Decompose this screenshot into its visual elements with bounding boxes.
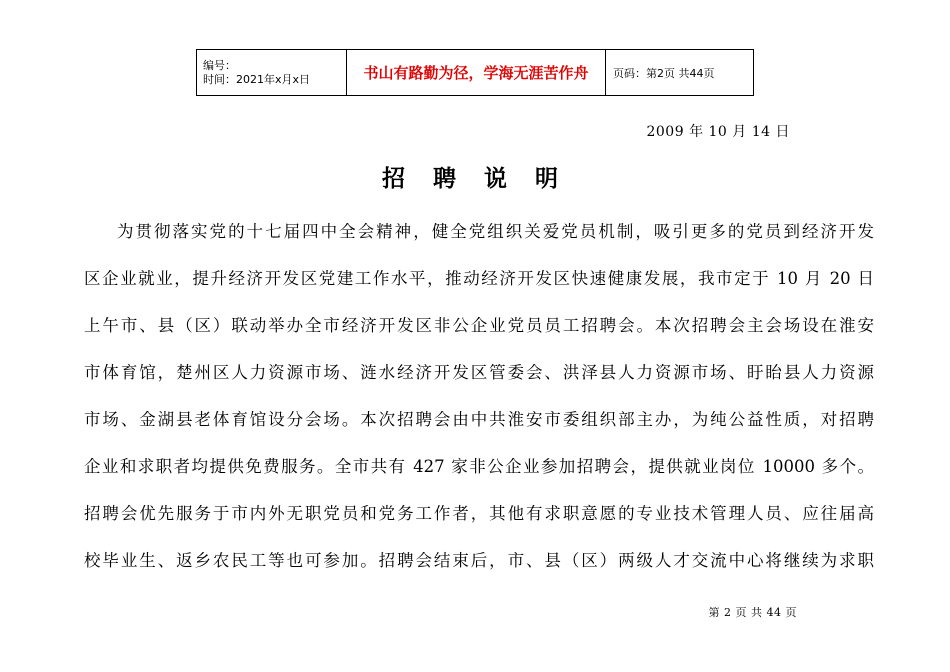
- document-date: 2009 年 10 月 14 日: [646, 124, 790, 140]
- body-line: 市体育馆，楚州区人力资源市场、涟水经济开发区管委会、洪泽县人力资源市场、盱眙县人力资源: [84, 363, 874, 382]
- number-label: 编号：: [203, 58, 236, 72]
- motto-cell: [347, 50, 606, 96]
- document-title: 招 聘 说 明: [381, 165, 569, 192]
- page-footer: 第 2 页 共 44 页: [708, 606, 797, 619]
- motto-text: 书山有路勤为径，学海无涯苦作舟: [363, 64, 589, 82]
- page-code-cell: [606, 50, 754, 96]
- body-line: 企业和求职者均提供免费服务。全市共有 427 家非公企业参加招聘会，提供就业岗位 10000 多个。: [84, 457, 874, 476]
- time-label: 时间：2021年x月x日: [203, 72, 311, 86]
- header-table: [196, 49, 754, 96]
- page-code: 页码：第2页 共44页: [613, 66, 715, 80]
- body-line: 为贯彻落实党的十七届四中全会精神，健全党组织关爱党员机制，吸引更多的党员到经济开发: [117, 222, 874, 241]
- body-line: 招聘会优先服务于市内外无职党员和党务工作者，其他有求职意愿的专业技术管理人员、应往届高: [84, 504, 874, 523]
- body-line: 上午市、县（区）联动举办全市经济开发区非公企业党员员工招聘会。本次招聘会主会场设在淮安: [84, 316, 874, 335]
- header-meta-cell: [197, 50, 347, 96]
- body-line: 区企业就业，提升经济开发区党建工作水平，推动经济开发区快速健康发展，我市定于 10 月 20 日: [84, 269, 874, 288]
- body-line: 市场、金湖县老体育馆设分会场。本次招聘会由中共淮安市委组织部主办，为纯公益性质，对招聘: [84, 410, 874, 429]
- document-body: [84, 208, 874, 584]
- body-line: 校毕业生、返乡农民工等也可参加。招聘会结束后，市、县（区）两级人才交流中心将继续为求职: [84, 551, 874, 570]
